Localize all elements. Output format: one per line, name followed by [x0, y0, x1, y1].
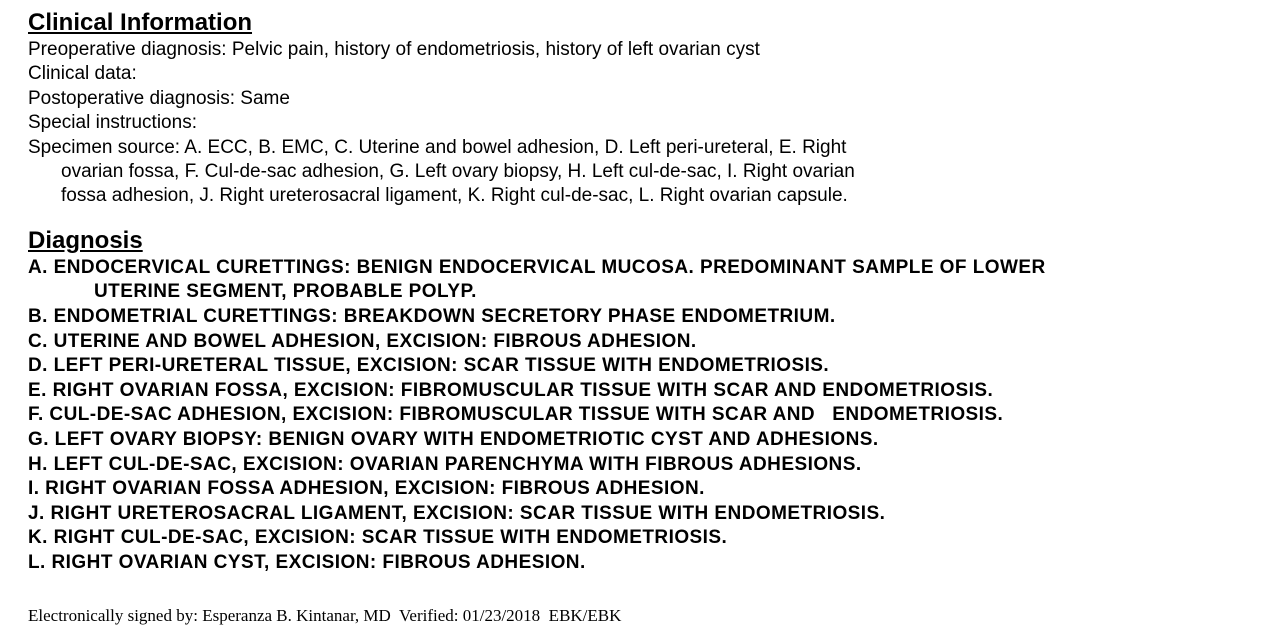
diagnosis-item-c: C. UTERINE AND BOWEL ADHESION, EXCISION: FIBROUS ADHESION.: [28, 330, 697, 352]
diagnosis-item-j: J. RIGHT URETEROSACRAL LIGAMENT, EXCISION: SCAR TISSUE WITH ENDOMETRIOSIS.: [28, 502, 886, 524]
diagnosis-item-h: H. LEFT CUL-DE-SAC, EXCISION: OVARIAN PARENCHYMA WITH FIBROUS ADHESIONS.: [28, 453, 862, 475]
diagnosis-item-f: F. CUL-DE-SAC ADHESION, EXCISION: FIBROMUSCULAR TISSUE WITH SCAR AND ENDOMETRIOSIS.: [28, 404, 1004, 426]
diagnosis-item-b: B. ENDOMETRIAL CURETTINGS: BREAKDOWN SECRETORY PHASE ENDOMETRIUM.: [28, 306, 836, 328]
diagnosis-item-e: E. RIGHT OVARIAN FOSSA, EXCISION: FIBROMUSCULAR TISSUE WITH SCAR AND ENDOMETRIOSIS.: [28, 379, 994, 401]
diagnosis-item-i: I. RIGHT OVARIAN FOSSA ADHESION, EXCISION: FIBROUS ADHESION.: [28, 478, 705, 500]
diagnosis-item-l: L. RIGHT OVARIAN CYST, EXCISION: FIBROUS ADHESION.: [28, 551, 586, 573]
specimen-source-continuation-1: ovarian fossa, F. Cul-de-sac adhesion, G. Left ovary biopsy, H. Left cul-de-sac, I. Right ovarian: [61, 161, 855, 183]
clinical-information-heading: Clinical Information: [28, 9, 253, 36]
diagnosis-item-d: D. LEFT PERI-URETERAL TISSUE, EXCISION: SCAR TISSUE WITH ENDOMETRIOSIS.: [28, 355, 830, 377]
postoperative-diagnosis-line: Postoperative diagnosis: Same: [28, 87, 290, 109]
special-instructions-line: Special instructions:: [28, 112, 197, 134]
diagnosis-item-a: A. ENDOCERVICAL CURETTINGS: BENIGN ENDOCERVICAL MUCOSA. PREDOMINANT SAMPLE OF LOWER: [28, 256, 1046, 278]
diagnosis-heading: Diagnosis: [28, 226, 143, 254]
diagnosis-item-g: G. LEFT OVARY BIOPSY: BENIGN OVARY WITH ENDOMETRIOTIC CYST AND ADHESIONS.: [28, 429, 879, 450]
specimen-source-line: Specimen source: A. ECC, B. EMC, C. Uterine and bowel adhesion, D. Left peri-ureteral, E. Right: [28, 136, 847, 158]
clinical-data-line: Clinical data:: [28, 63, 137, 85]
diagnosis-item-a-continuation: UTERINE SEGMENT, PROBABLE POLYP.: [94, 281, 477, 303]
section-spacer: [28, 209, 1258, 226]
preoperative-diagnosis-line: Preoperative diagnosis: Pelvic pain, history of endometriosis, history of left ovarian cyst: [28, 39, 760, 60]
diagnosis-item-k: K. RIGHT CUL-DE-SAC, EXCISION: SCAR TISSUE WITH ENDOMETRIOSIS.: [28, 527, 728, 549]
report-page: [28, 8, 1258, 576]
specimen-source-continuation-2: fossa adhesion, J. Right ureterosacral ligament, K. Right cul-de-sac, L. Right ovarian capsule.: [61, 185, 848, 207]
electronic-signature-line: Electronically signed by: Esperanza B. Kintanar, MD Verified: 01/23/2018 EBK/EBK: [28, 606, 622, 625]
